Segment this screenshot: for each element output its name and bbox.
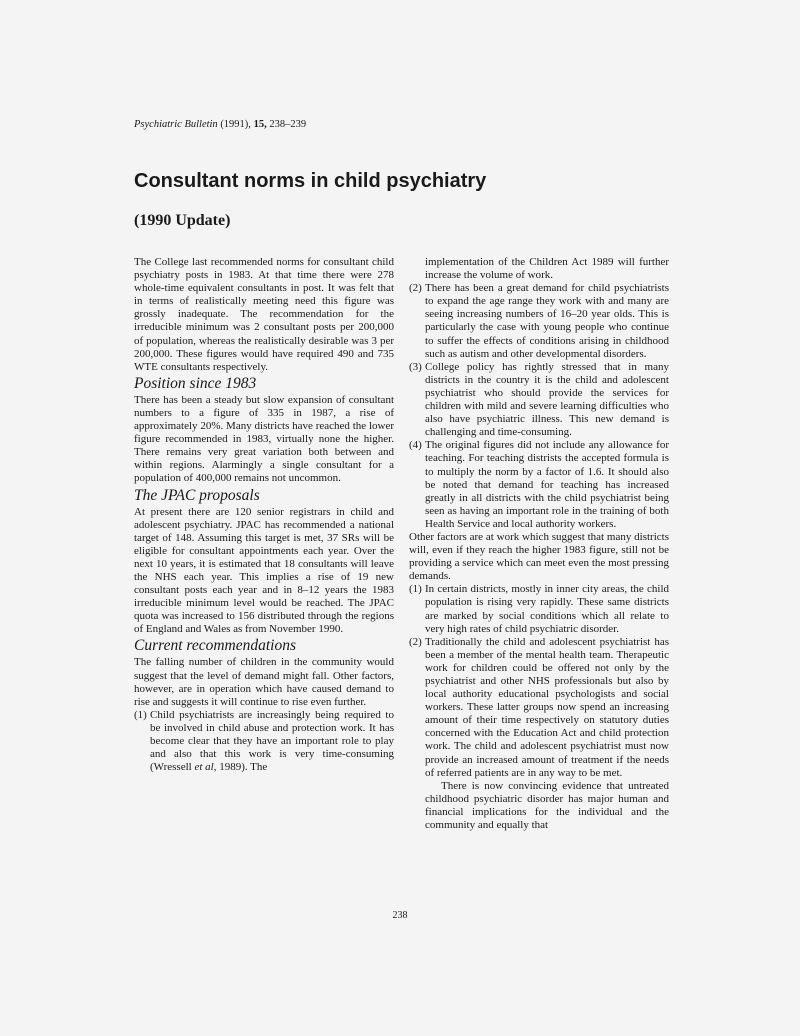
list-item-text: implementation of the Children Act 1989 will further increase the volume of work. — [425, 256, 669, 282]
list-item-number: (1) — [409, 583, 422, 596]
list-item-number: (1) — [134, 708, 147, 721]
list-item-number: (3) — [409, 360, 422, 373]
list-item-text: Child psychiatrists are increasingly being required to be involved in child abuse and protection work. It has become clear that they have an important role to play and also that this work is very time-consuming (Wressell — [150, 708, 394, 774]
list-item — [409, 439, 669, 531]
list-item-number: (2) — [409, 282, 422, 295]
right-column — [409, 256, 669, 832]
list-item-text: The original figures did not include any allowance for teaching. For teaching distrists the accepted formula is to multiply the norm by a factor of 1.6. It should also be noted that demand for teaching has increased greatly in all districts with the child psychiatrist being seen as having an important role in the training of both Health Service and local authority workers. — [425, 439, 669, 530]
list-item — [409, 583, 669, 635]
list-item-number: (2) — [409, 635, 422, 648]
list-item-continued — [409, 256, 669, 282]
list-item-text-end: , 1989). The — [213, 761, 268, 774]
list-item — [134, 709, 394, 774]
journal-volume: 15, — [253, 119, 267, 130]
list-item-text: In certain districts, mostly in inner city areas, the child population is rising very rapidly. These same districts are marked by social conditions which all relate to very high rates of child psychiatric disorder. — [425, 583, 669, 635]
list-item-text: College policy has rightly stressed that in many districts in the country it is the child and adolescent psychiatrist who should provide the services for children with mild and severe learning difficulties who also have psychiatric illness. This new demand is challenging and time-consuming. — [425, 360, 669, 439]
journal-pages: 238–239 — [269, 119, 307, 130]
list-item — [409, 361, 669, 440]
list-item — [409, 282, 669, 361]
article-subtitle: (1990 Update) — [134, 212, 231, 229]
list-item — [409, 636, 669, 780]
section-paragraph-recommendations: The falling number of children in the community would suggest that the level of demand might fall. Other factors, however, are in operation which have caused demand to rise and suggests it will continue to rise even further. — [134, 656, 394, 708]
journal-year: (1991), — [220, 119, 251, 130]
list-item-paragraph: There is now convincing evidence that untreated childhood psychiatric disorder has major human and financial implications for the individual and the community and equally that — [425, 779, 669, 832]
section-paragraph-position: There has been a steady but slow expansion of consultant numbers to a figure of 335 in 1987, a rise of approximately 20%. Many districts have reached the lower figure recommended in 1983, virtually none the higher. There remains very great variation both between and within regions. Alarmingly a single consultant for a population of 400,000 remains not uncommon. — [134, 393, 394, 485]
intro-paragraph: The College last recommended norms for consultant child psychiatry posts in 1983. At that time there were 278 whole-time equivalent consultants in post. It was felt that in terms of realistically meeting need this figure was grossly inadequate. The recommendation for the irreducible minimum was 2 consultant posts per 200,000 of population, whereas the realistically desirable was 3 per 200,000. These figures would have required 490 and 735 WTE consultants respectively. — [134, 256, 394, 373]
citation-header — [134, 118, 306, 132]
list-item-number: (4) — [409, 439, 422, 452]
section-heading-recommendations: Current recommendations — [134, 637, 297, 655]
other-factors-paragraph: Other factors are at work which suggest that many districts will, even if they reach the higher 1983 figure, still not be providing a service which can meet even the most pressing demands. — [409, 530, 669, 583]
section-paragraph-jpac: At present there are 120 senior registrars in child and adolescent psychiatry. JPAC has recommended a national target of 148. Assuming this target is met, 37 SRs will be eligible for consultant appointments each year. Over the next 10 years, it is estimated that 18 consultants will leave the NHS each year. This implies a rise of 19 new consultant posts each year and in 8–12 years the 1983 irreducible minimum level would be reached. The JPAC quota was increased to 156 distributed through the regions of England and Wales as from November 1990. — [134, 505, 394, 636]
journal-name: Psychiatric Bulletin — [134, 119, 218, 130]
article-title: Consultant norms in child psychiatry — [134, 170, 487, 192]
left-column — [134, 256, 394, 774]
page-number: 238 — [392, 910, 408, 921]
citation-etal: et al — [194, 761, 214, 774]
list-item-text: There has been a great demand for child psychiatrists to expand the age range they work with and many are seeing increasing numbers of 16–20 year olds. This is particularly the case with young people who continue to suffer the effects of conditions arising in childhood such as autism and other developmental disorders. — [425, 282, 669, 360]
section-heading-position: Position since 1983 — [134, 374, 257, 392]
list-item-text: Traditionally the child and adolescent psychiatrist has been a member of the mental health team. Therapeutic work for children could be offered not only by the psychiatrist and other NHS professionals but also by local authority educational psychologists and social workers. These latter groups now spend an increasing amount of their time respectively on statutory duties concerned with the Education Act and child protection work. The child and adolescent psychiatrist must now provide an increased amount of treatment if the needs of referred patients are in any way to be met. — [425, 635, 669, 779]
section-heading-jpac: The JPAC proposals — [134, 486, 260, 504]
